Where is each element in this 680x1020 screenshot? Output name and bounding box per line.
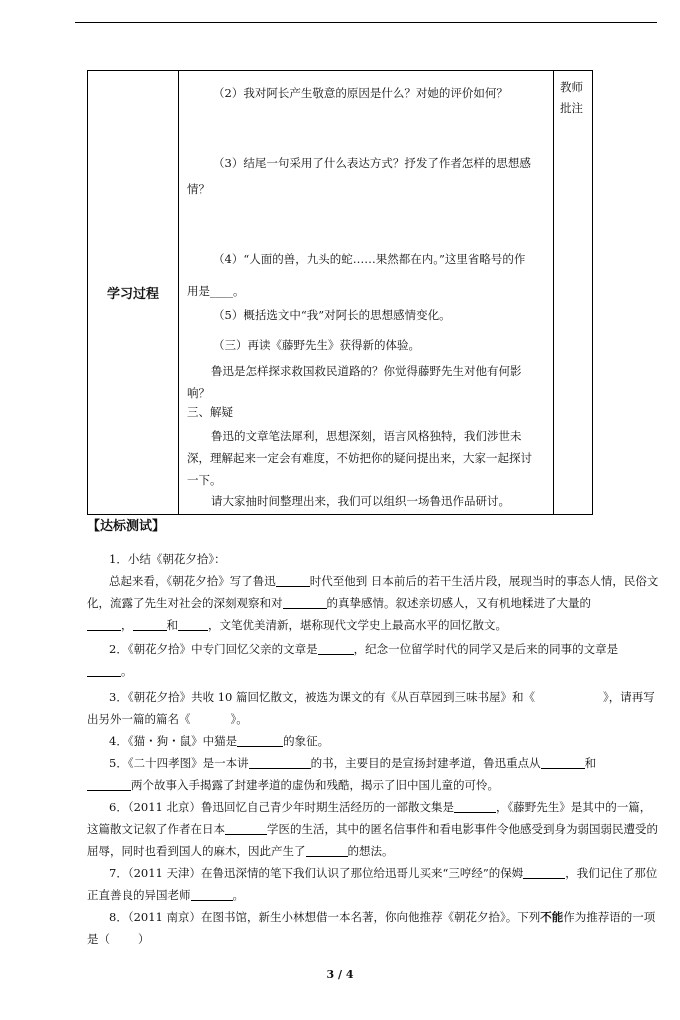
blank[interactable]	[318, 642, 354, 655]
test-8: 8．（2011 南京）在图书馆，新生小林想借一本名著，你向他推荐《朝花夕拾》。下列不能作为推荐语的一项是（ ）	[87, 910, 656, 946]
learning-process-table	[87, 70, 593, 515]
section-title-test: 【达标测试】	[87, 519, 166, 534]
blank[interactable]	[283, 596, 327, 609]
blank[interactable]	[276, 574, 310, 587]
label-cell	[88, 71, 179, 515]
test-3: 3．《朝花夕拾》共收 10 篇回忆散文，被选为课文的有《从百草园到三味书屋》和《 》，请再写出另外一篇的篇名《 》。	[87, 690, 655, 726]
doubt-body: 鲁迅的文章笔法犀利，思想深刻，语言风格独特，我们涉世未深，理解起来一定会有难度，不妨把你的疑问提出来，大家一起探讨一下。	[187, 429, 532, 487]
section-doubt: 三、解疑	[187, 405, 233, 419]
section-reread: （三）再读《藤野先生》获得新的体验。	[213, 338, 420, 352]
reread-question: 鲁迅是怎样探求救国救民道路的？你觉得藤野先生对他有何影响？	[187, 364, 522, 400]
header-rule	[75, 22, 657, 23]
blank[interactable]	[178, 618, 208, 631]
question-5: （5）概括选文中“我”对阿长的思想感情变化。	[213, 308, 451, 322]
page-number: 3 / 4	[326, 968, 354, 981]
blank[interactable]	[87, 778, 131, 791]
blank[interactable]	[87, 664, 121, 677]
blank[interactable]	[225, 822, 267, 835]
question-4-line2: 用是____。	[187, 284, 245, 298]
blank[interactable]	[249, 756, 311, 769]
blank[interactable]	[541, 756, 585, 769]
test-2: 2．《朝花夕拾》中专门回忆父亲的文章是 ，纪念一位留学时代的同学又是后来的同事的文章是 。	[87, 638, 659, 682]
test-1-body: 总起来看，《朝花夕拾》写了鲁迅 时代至他到 日本前后的若干生活片段，展现当时的事态人情，民俗文化，流露了先生对社会的深刻观察和对 的真挚感情。叙述亲切感人，又有机地糅进了大量的 ， 和 ，文笔优美清新，堪称现代文学史上最高水平的回忆散文。	[87, 574, 659, 632]
blank[interactable]	[87, 618, 121, 631]
question-2: （2）我对阿长产生敬意的原因是什么？对她的评价如何？	[213, 86, 508, 100]
doubt-closing: 请大家抽时间整理出来，我们可以组织一场鲁迅作品研讨。	[211, 494, 510, 508]
blank[interactable]	[237, 734, 283, 747]
question-3-line2: 情？	[187, 182, 210, 196]
question-3-line1: （3）结尾一句采用了什么表达方式？抒发了作者怎样的思想感	[213, 156, 531, 170]
test-1-heading: 1．小结《朝花夕拾》：	[109, 552, 226, 566]
blank[interactable]	[191, 888, 233, 901]
test-5: 5．《二十四孝图》是一本讲 的书，主要目的是宣扬封建孝道，鲁迅重点从 和 两个故事入手揭露了封建孝道的虚伪和残酷，揭示了旧中国儿童的可怜。	[87, 752, 659, 796]
teacher-note-label: 教师批注	[560, 80, 583, 115]
test-6: 6．（2011 北京）鲁迅回忆自己青少年时期生活经历的一部散文集是 ，《藤野先生》是其中的一篇，这篇散文记叙了作者在日本 学医的生活，其中的匿名信事件和看电影事件令他感受到身为弱国弱民遭受的屈辱，同时也看到国人的麻木，因此产生了 的想法。	[87, 800, 658, 858]
test-questions	[87, 548, 659, 950]
test-7: 7．（2011 天津）在鲁迅深情的笔下我们认识了那位给迅哥儿买来“三哼经”的保姆 ，我们记住了那位正直善良的异国老师 。	[87, 866, 658, 902]
teacher-note-cell	[554, 71, 593, 515]
test-4: 4．《猫・狗・鼠》中猫是 的象征。	[109, 734, 330, 748]
blank[interactable]	[523, 866, 565, 879]
content-cell	[179, 71, 554, 515]
blank[interactable]	[133, 618, 167, 631]
question-4-line1: （4）“人面的兽，九头的蛇……果然都在内。”这里省略号的作	[213, 252, 526, 266]
blank[interactable]	[454, 800, 496, 813]
blank[interactable]	[306, 844, 348, 857]
label-learning-process: 学习过程	[106, 287, 159, 302]
